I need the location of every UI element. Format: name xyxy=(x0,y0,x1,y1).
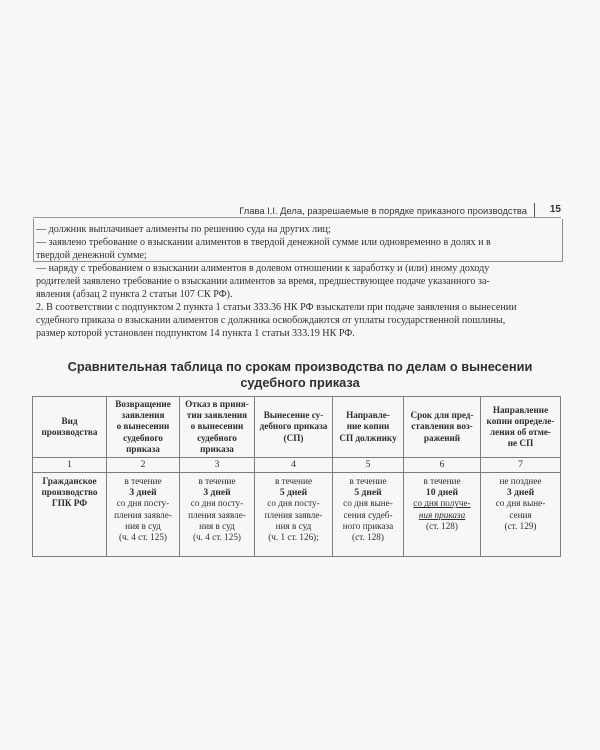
note-line: — наряду с требованием о взыскании алиментов в долевом отношении к заработку и (или) иному доходу xyxy=(36,263,490,274)
column-number: 3 xyxy=(180,458,255,473)
note-line: — должник выплачивает алименты по решению суда на других лиц; xyxy=(36,224,331,235)
table-cell: не позднее 3 дней со дня выне- сения (ст. 129) xyxy=(481,473,561,557)
header-cell: Направле- ние копии СП должнику xyxy=(333,397,404,458)
note-line: размер которой установлен подпунктом 14 пункта 1 статьи 333.19 НК РФ. xyxy=(36,328,355,339)
table-title: Сравнительная таблица по срокам производства по делам о вынесении xyxy=(67,359,533,374)
table-cell: в течение 5 дней со дня выне- сения судеб- ного приказа (ст. 128) xyxy=(333,473,404,557)
header-cell: Вынесение су- дебного приказа (СП) xyxy=(255,397,333,458)
note-line: 2. В соответствии с подпунктом 2 пункта 1 статьи 333.36 НК РФ взыскатели при подаче заявления о вынесении xyxy=(36,302,517,313)
column-number: 6 xyxy=(404,458,481,473)
header-rule xyxy=(33,217,561,218)
note-line: твердой денежной сумме; xyxy=(36,250,147,261)
table-cell: в течение 10 дней со дня получе- ния приказа (ст. 128) xyxy=(404,473,481,557)
header-cell: Направление копии определе- ления об отме- не СП xyxy=(481,397,561,458)
header-cell: Срок для пред- ставления воз- ражений xyxy=(404,397,481,458)
table-cell: в течение 3 дней со дня посту- пления заявле- ния в суд (ч. 4 ст. 125) xyxy=(180,473,255,557)
column-number: 4 xyxy=(255,458,333,473)
note-line: судебного приказа о взыскании алиментов с должника освобождаются от уплаты государственной пошлины, xyxy=(36,315,506,326)
header-row xyxy=(33,397,561,458)
table-title: судебного приказа xyxy=(240,375,360,390)
running-head-separator xyxy=(534,203,535,217)
column-number: 1 xyxy=(33,458,107,473)
table-cell: в течение 5 дней со дня посту- пления заявле- ния в суд (ч. 1 ст. 126); xyxy=(255,473,333,557)
column-number: 5 xyxy=(333,458,404,473)
header-cell: Отказ в приня- тии заявления о вынесении судебного приказа xyxy=(180,397,255,458)
table-row xyxy=(33,473,561,557)
note-line: родителей заявлено требование о взыскании алиментов за время, предшествующее подаче указанного за- xyxy=(36,276,490,287)
table-cell: в течение 3 дней со дня посту- пления заявле- ния в суд (ч. 4 ст. 125) xyxy=(107,473,180,557)
header-cell: Возвращение заявления о вынесении судебного приказа xyxy=(107,397,180,458)
note-line: явления (абзац 2 пункта 2 статьи 107 СК РФ). xyxy=(36,289,233,300)
column-number: 2 xyxy=(107,458,180,473)
column-number-row xyxy=(33,458,561,473)
comparison-table xyxy=(32,396,561,557)
header-cell: Вид производства xyxy=(33,397,107,458)
column-number: 7 xyxy=(481,458,561,473)
page-number: 15 xyxy=(549,204,561,215)
chapter-title: Глава I.I. Дела, разрешаемые в порядке приказного производства xyxy=(239,205,527,216)
row-label: Гражданское производство ГПК РФ xyxy=(33,473,107,557)
note-line: — заявлено требование о взыскании алиментов в твердой денежной сумме или одновременно в долях и в xyxy=(36,237,491,248)
